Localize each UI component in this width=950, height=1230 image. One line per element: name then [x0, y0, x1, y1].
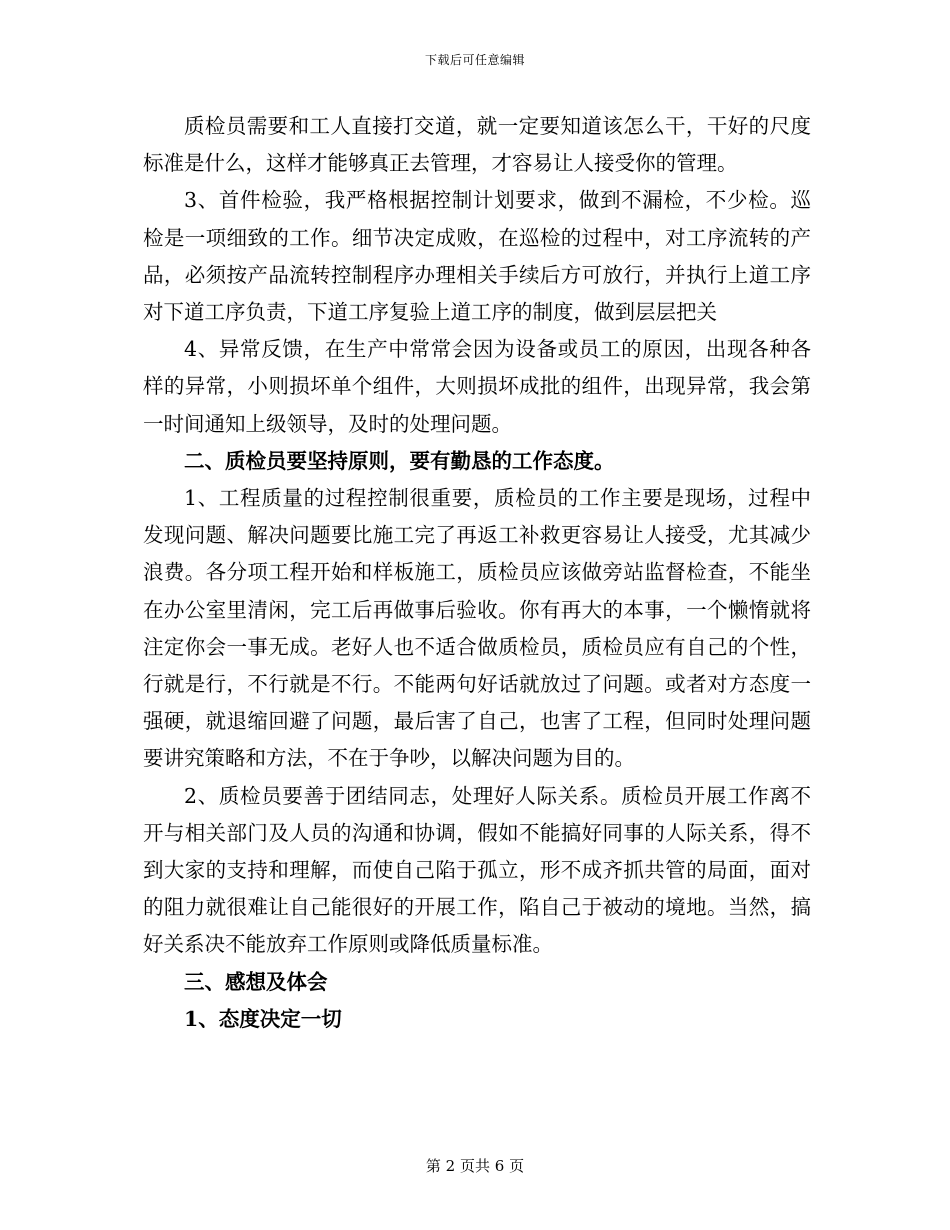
section-heading: 三、感想及体会 [184, 969, 328, 994]
subsection-heading: 1、态度决定一切 [184, 1006, 342, 1031]
page-header: 下载后可任意编辑 [424, 53, 525, 67]
paragraph: 3、首件检验，我严格根据控制计划要求，做到不漏检，不少检。巡检是一项细致的工作。细节决定成败，在巡检的过程中，对工序流转的产品，必须按产品流转控制程序办理相关手续后方可放行，并执行上道工序对下道工序负责，下道工序复验上道工序的制度，做到层层把关 [143, 188, 811, 325]
paragraph: 2、质检员要善于团结同志，处理好人际关系。质检员开展工作离不开与相关部门及人员的沟通和协调，假如不能搞好同事的人际关系，得不到大家的支持和理解，而使自己陷于孤立，形不成齐抓共管的局面，面对的阻力就很难让自己能很好的开展工作，陷自己于被动的境地。当然，搞好关系决不能放弃工作原则或降低质量标准。 [143, 783, 811, 957]
paragraph: 1、工程质量的过程控制很重要，质检员的工作主要是现场，过程中发现问题、解决问题要比施工完了再返工补救更容易让人接受，尤其减少浪费。各分项工程开始和样板施工，质检员应该做旁站监督检查，不能坐在办公室里清闲，完工后再做事后验收。你有再大的本事，一个懒惰就将注定你会一事无成。老好人也不适合做质检员，质检员应有自己的个性，行就是行，不行就是不行。不能两句好话就放过了问题。或者对方态度一强硬，就退缩回避了问题，最后害了自己，也害了工程，但同时处理问题要讲究策略和方法，不在于争吵，以解决问题为目的。 [143, 486, 811, 771]
document-body [143, 108, 811, 1038]
paragraph: 质检员需要和工人直接打交道，就一定要知道该怎么干，干好的尺度标准是什么，这样才能够真正去管理，才容易让人接受你的管理。 [143, 114, 811, 176]
section-heading: 二、质检员要坚持原则，要有勤恳的工作态度。 [184, 448, 615, 473]
paragraph: 4、异常反馈，在生产中常常会因为设备或员工的原因，出现各种各样的异常，小则损坏单个组件，大则损坏成批的组件，出现异常，我会第一时间通知上级领导，及时的处理问题。 [143, 337, 811, 436]
page-number: 第 2 页共 6 页 [425, 1157, 525, 1175]
